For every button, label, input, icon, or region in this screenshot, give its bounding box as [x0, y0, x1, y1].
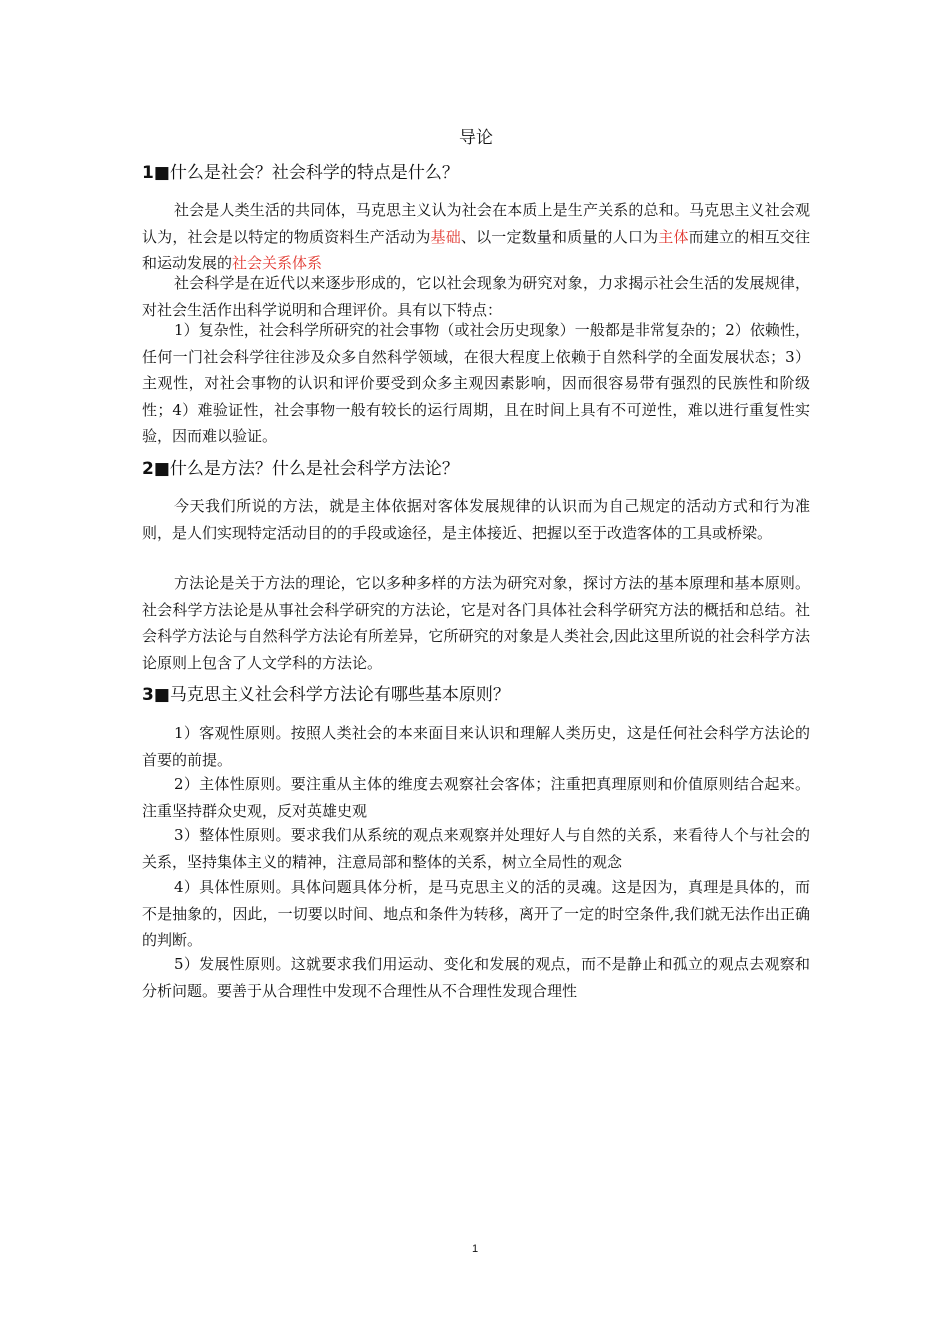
section-3-heading [142, 683, 510, 707]
section-3-principle-3: 3）整体性原则。要求我们从系统的观点来观察并处理好人与自然的关系，来看待人个与社会的关系，坚持集体主义的精神，注意局部和整体的关系，树立全局性的观念 [142, 826, 810, 871]
section-3-principle-4: 4）具体性原则。具体问题具体分析，是马克思主义的活的灵魂。这是因为，真理是具体的，而不是抽象的，因此，一切要以时间、地点和条件为转移，离开了一定的时空条件,我们就无法作出正确的判断。 [142, 878, 810, 949]
highlight-basis: 基础 [430, 227, 461, 246]
section-3-principle-1: 1）客观性原则。按照人类社会的本来面目来认识和理解人类历史，这是任何社会科学方法论的首要的前提。 [142, 724, 810, 769]
highlight-social-relations: 社会关系体系 [232, 254, 323, 272]
section-2-paragraph-1: 今天我们所说的方法，就是主体依据对客体发展规律的认识而为自己规定的活动方式和行为准则，是人们实现特定活动目的的手段或途径，是主体接近、把握以至于改造客体的工具或桥梁。 [142, 497, 810, 542]
section-3-principle-2: 2）主体性原则。要注重从主体的维度去观察社会客体；注重把真理原则和价值原则结合起来。注重坚持群众史观，反对英雄史观 [142, 775, 810, 820]
document-title: 导论 [459, 128, 493, 148]
section-1-paragraph-1 [142, 197, 810, 277]
section-1-paragraph-2: 社会科学是在近代以来逐步形成的，它以社会现象为研究对象，力求揭示社会生活的发展规律，对社会生活作出科学说明和合理评价。具有以下特点： [142, 274, 810, 319]
section-1-paragraph-3: 1）复杂性，社会科学所研究的社会事物（或社会历史现象）一般都是非常复杂的；2）依赖性，任何一门社会科学往往涉及众多自然科学领域，在很大程度上依赖于自然科学的全面发展状态；3）主观性，对社会事物的认识和评价要受到众多主观因素影响，因而很容易带有强烈的民族性和阶级性；4）难验证性，社会事物一般有较长的运行周期，且在时间上具有不可逆性，难以进行重复性实验，因而难以验证。 [142, 321, 810, 445]
section-2-heading [142, 457, 459, 481]
section-3-principle-5: 5）发展性原则。这就要求我们用运动、变化和发展的观点，而不是静止和孤立的观点去观察和分析问题。要善于从合理性中发现不合理性从不合理性发现合理性 [142, 955, 810, 1000]
text-run: 社会是人类生活的共同体，马克思主义认为社会在本质上是生产关系的总和。马克思主义社会观认为，社会是以特定的物质资料生产活动为 [142, 201, 810, 246]
section-3-title: 马克思主义社会科学方法论有哪些基本原则？ [169, 685, 510, 705]
text-run: 、以一定数量和质量的人口为 [460, 227, 659, 246]
section-2-number: 2■ [142, 459, 170, 479]
section-1-title: 什么是社会？社会科学的特点是什么？ [169, 163, 459, 183]
text-run: 而建立的相互交往和运动发展的 [142, 227, 810, 272]
section-1-number: 1■ [142, 163, 170, 183]
highlight-subject: 主体 [658, 227, 689, 246]
section-2-title: 什么是方法？什么是社会科学方法论？ [169, 459, 459, 479]
section-1-heading [142, 161, 459, 185]
section-2-paragraph-2: 方法论是关于方法的理论，它以多种多样的方法为研究对象，探讨方法的基本原理和基本原则。社会科学方法论是从事社会科学研究的方法论，它是对各门具体社会科学研究方法的概括和总结。社会科学方法论与自然科学方法论有所差异，它所研究的对象是人类社会,因此这里所说的社会科学方法论原则上包含了人文学科的方法论。 [142, 574, 810, 672]
page-number: 1 [471, 1243, 479, 1255]
section-3-number: 3■ [142, 685, 170, 705]
